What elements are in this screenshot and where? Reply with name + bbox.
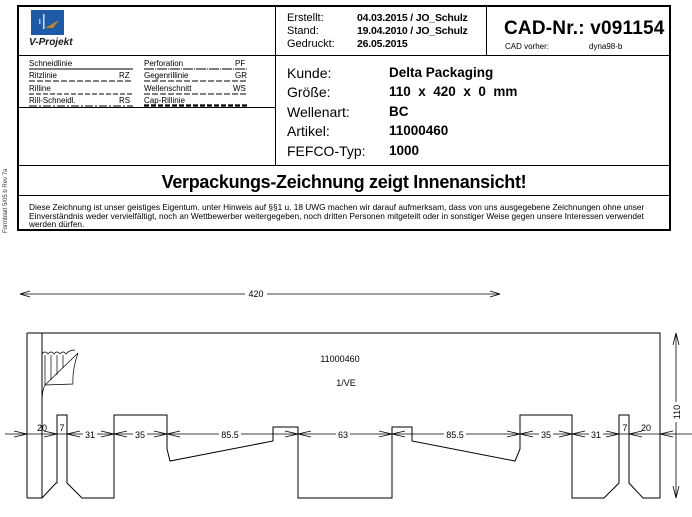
article-value: 11000460: [389, 123, 449, 138]
flute-direction-icon: [42, 350, 78, 404]
dim-85-5-right: 85.5: [446, 430, 464, 440]
legend-label: Perforation: [144, 59, 184, 68]
dim-7-right: 7: [622, 423, 628, 433]
size-label: Größe:: [287, 84, 331, 100]
printed-value: 26.05.2015: [357, 38, 408, 50]
legend-label: Rilline: [29, 84, 51, 93]
width-label: 420: [248, 289, 264, 299]
fefco-value: 1000: [389, 143, 420, 158]
legend-label: Cap-Rillinie: [144, 96, 185, 105]
dim-31-left: 31: [84, 430, 96, 440]
legend-label: Ritzlinie: [29, 71, 58, 80]
drawing-unit-label: 1/VE: [336, 378, 356, 388]
legend-code: PF: [235, 59, 246, 68]
legend-code: WS: [233, 84, 246, 93]
customer-value: Delta Packaging: [389, 65, 494, 80]
legend-label: Gegenrillinie: [144, 71, 189, 80]
cad-previous-label: CAD vorher:: [505, 42, 550, 51]
dim-31-right: 31: [590, 430, 602, 440]
legend-code: GR: [235, 71, 247, 80]
dim-35-left: 35: [134, 430, 146, 440]
printed-label: Gedruckt:: [287, 38, 335, 50]
dim-35-right: 35: [540, 430, 552, 440]
legend-code: RS: [119, 96, 131, 105]
legend-label: Schneidlinie: [29, 59, 73, 68]
drawing-article-label: 11000460: [320, 354, 360, 364]
inside-view-banner: Verpackungs-Zeichnung zeigt Innenansicht!: [161, 172, 527, 192]
customer-label: Kunde:: [287, 65, 332, 81]
legend-label: Rill-Schneidl.: [29, 96, 76, 105]
created-value: 04.03.2015 / JO_Schulz: [357, 12, 468, 24]
copyright-disclaimer: Diese Zeichnung ist unser geistiges Eigentum. unter Hinweis auf §§1 u. 18 UWG machen wir darauf aufmerksam, dass von uns ausgegebene Zeichnungen ohne unser Einverständnis weder vervielfältigt, noch an Wettbewerber weitergegeben, noch dritten Personen mitgeteilt oder in sonstiger Weise gegen unsere Interessen verwendet werden dürfen.: [29, 202, 645, 230]
cad-previous-value: dyna98-b: [589, 42, 623, 51]
dim-20-right: 20: [640, 423, 652, 433]
size-value: 110 x 420 x 0 mm: [389, 84, 518, 99]
fefco-label: FEFCO-Typ:: [287, 143, 366, 159]
cad-number: CAD-Nr.: v091154: [504, 18, 665, 39]
legend-label: Wellenschnitt: [144, 84, 192, 93]
height-label: 110: [672, 404, 682, 420]
dim-63: 63: [337, 430, 349, 440]
dimension-labels: [37, 423, 651, 440]
flute-label: Wellenart:: [287, 104, 350, 120]
dim-20-left: 20: [36, 423, 48, 433]
company-name: V-Projekt: [29, 37, 73, 48]
article-label: Artikel:: [287, 123, 330, 139]
form-code: Formblatt 5/05 b Rev 7a: [3, 168, 9, 233]
created-label: Erstellt:: [287, 12, 324, 24]
dim-7-left: 7: [59, 423, 65, 433]
dim-85-5-left: 85.5: [221, 430, 239, 440]
status-value: 19.04.2010 / JO_Schulz: [357, 25, 468, 37]
flute-value: BC: [389, 104, 409, 119]
legend-code: RZ: [119, 71, 130, 80]
status-label: Stand:: [287, 25, 319, 37]
